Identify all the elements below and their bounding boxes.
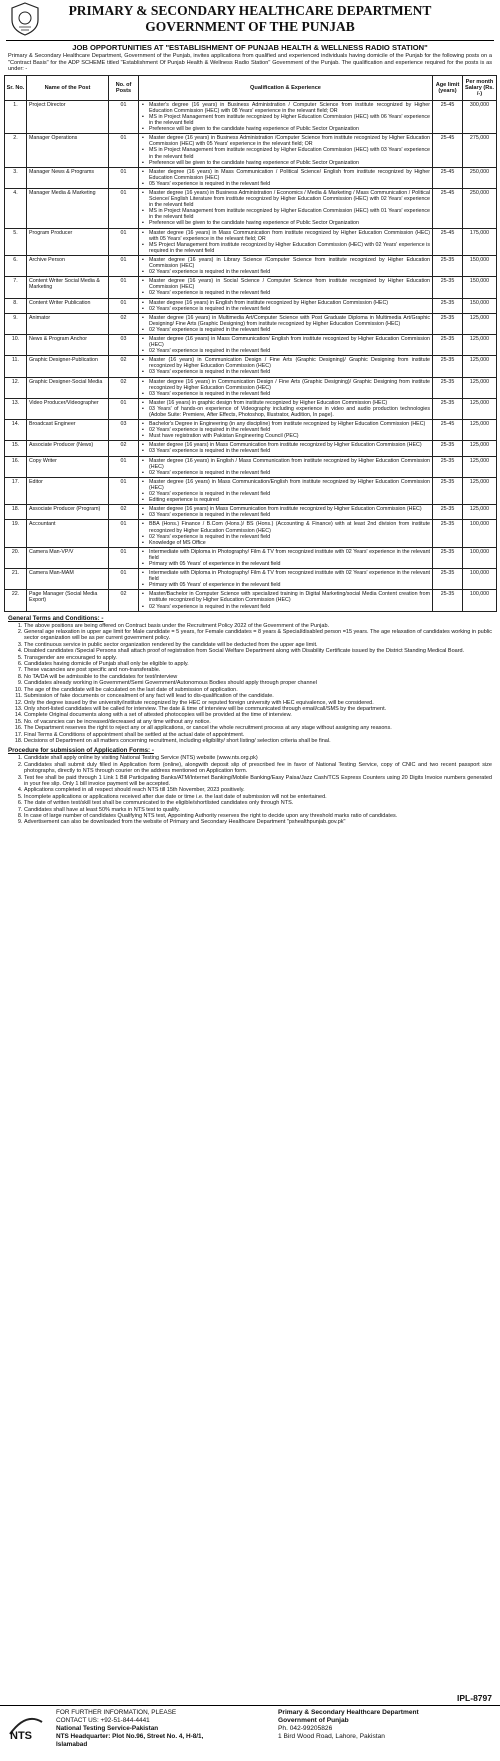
post-qualification [139, 356, 433, 377]
general-term-item: 4. Disabled candidates /Special Persons shall attach proof of registration from Social Welfare Department along with Disability Certificate issued by the District Standing Medical Board. [24, 648, 492, 654]
qualification-list [141, 300, 430, 312]
qualification-list [141, 357, 430, 375]
post-name: Archive Person [27, 255, 109, 276]
qualification-item: ▪ Master/Bachelor in Computer Science with specialized training in Digital Marketing/social Media Content creation from institute recognized by Higher Education Commission (HEC) [149, 591, 430, 603]
intro-paragraph: Primary & Secondary Healthcare Department, Government of the Punjab, invites applications from qualified and experienced individuals having domicile of the Punjab for the following posts on a "Contract Basis" for the ADP SCHEME titled "Establishment Of Punjab Health & Wellness Radio Station" Government of the Punjab. The qualification and experience required for the posts is as under: - [8, 53, 492, 73]
procedure-heading: Procedure for submission of Application Forms: - [8, 747, 154, 755]
qualification-item: ▪ Master degree (16 years) in Mass Communication/ English from institute recognized by Higher Education Commission (HEC) [149, 336, 430, 348]
post-salary: 100,000 [463, 569, 497, 590]
post-count: 01 [109, 167, 139, 188]
post-qualification [139, 167, 433, 188]
post-sr: 18. [5, 505, 27, 520]
post-salary: 125,000 [463, 377, 497, 398]
table-header-row [5, 75, 497, 100]
footer-info-line1: FOR FURTHER INFORMATION, PLEASE [56, 1709, 177, 1716]
qualification-item: ▪ 02 Years' experience is required in the relevant field [149, 470, 430, 476]
post-count: 01 [109, 398, 139, 419]
qualification-item: ▪ Master degree (16 years) in Mass Communication/English from institute recognized by Higher Education Commission (HEC) [149, 479, 430, 491]
post-qualification [139, 277, 433, 298]
post-age-limit: 25-35 [433, 477, 463, 504]
post-age-limit: 25-35 [433, 505, 463, 520]
qualification-list [141, 315, 430, 333]
post-sr: 3. [5, 167, 27, 188]
post-sr: 11. [5, 356, 27, 377]
general-term-item: 7. These vacancies are post specific and non-transferable. [24, 667, 492, 673]
table-row [5, 520, 497, 547]
qualification-item: ▪ Master degree (16 years) in Mass Communication from institute recognized by Higher Education Commission (HEC) [149, 442, 430, 448]
post-age-limit: 25-35 [433, 520, 463, 547]
qualification-list [141, 549, 430, 567]
post-age-limit: 25-45 [433, 100, 463, 133]
procedure-item: 5. Incomplete applications or applications received after due date or time i.e. the last date of submission will not be entertained. [24, 794, 492, 800]
punjab-government-logo-icon [10, 2, 40, 36]
ad-code: IPL-8797 [457, 1693, 492, 1703]
post-count: 01 [109, 100, 139, 133]
qualification-item: ▪ BBA (Hons.) Finance / B.Com (Hons.)/ BS (Hons.) (Accounting & Finance) with at least 2nd division from institute recognized by Higher Education Commission (HEC) [149, 521, 430, 533]
general-term-item: 5. Transgender are encouraged to apply. [24, 655, 492, 661]
post-name: Video Producer/Videographer [27, 398, 109, 419]
table-row [5, 313, 497, 334]
post-sr: 7. [5, 277, 27, 298]
general-term-item: 12. Only the degree issued by the university/institute recognized by the HEC or reputed foreign university with HEC equivalence, will be considered. [24, 700, 492, 706]
post-name: Broadcast Engineer [27, 420, 109, 441]
post-qualification [139, 313, 433, 334]
post-name: Content Writer Publication [27, 298, 109, 313]
col-header-post-name: Name of the Post [27, 75, 109, 100]
qualification-item: ▪ MS in Project Management from institute recognized by Higher Education Commission (HEC) with 03 Years' experience in the relevant field [149, 147, 430, 159]
post-count: 03 [109, 334, 139, 355]
general-term-item: 6. Candidates having domicile of Punjab shall only be eligible to apply. [24, 661, 492, 667]
qualification-item: ▪ Master degree (16 years) in Business Administration / Economics / Media & Marketing / Mass Communication / Political Science/ English Literature from institute recognized by Higher Education Commission (HEC) with 02 Years' experience in the relevant field [149, 190, 430, 208]
post-count: 01 [109, 298, 139, 313]
post-name: Manager Operations [27, 134, 109, 167]
post-salary: 275,000 [463, 134, 497, 167]
post-sr: 5. [5, 228, 27, 255]
qualification-list [141, 521, 430, 545]
post-age-limit: 25-35 [433, 398, 463, 419]
post-salary: 125,000 [463, 356, 497, 377]
footer-dept-line2: Government of Punjab [278, 1717, 349, 1724]
post-age-limit: 25-35 [433, 356, 463, 377]
table-row [5, 277, 497, 298]
qualification-list [141, 479, 430, 503]
col-header-age: Age limit (years) [433, 75, 463, 100]
table-row [5, 547, 497, 568]
post-age-limit: 25-35 [433, 377, 463, 398]
qualification-item: ▪ 02 Years' experience is required in the relevant field [149, 348, 430, 354]
post-age-limit: 25-45 [433, 420, 463, 441]
post-sr: 14. [5, 420, 27, 441]
posts-table-body [5, 100, 497, 611]
post-salary: 125,000 [463, 441, 497, 456]
post-age-limit: 25-35 [433, 277, 463, 298]
post-qualification [139, 456, 433, 477]
post-count: 01 [109, 255, 139, 276]
header-divider [6, 40, 494, 41]
post-count: 01 [109, 189, 139, 229]
footer [0, 1705, 500, 1761]
post-sr: 4. [5, 189, 27, 229]
footer-nts-name: National Testing Service-Pakistan [56, 1725, 159, 1732]
post-salary: 150,000 [463, 298, 497, 313]
post-name: Associate Producer (Program) [27, 505, 109, 520]
table-row [5, 228, 497, 255]
procedure-item: 6. The date of written test/skill test shall be communicated to the eligible/shortlisted candidates only through NTS. [24, 800, 492, 806]
qualification-item: ▪ 02 Years' experience is required in the relevant field [149, 427, 430, 433]
post-name: News & Program Anchor [27, 334, 109, 355]
post-name: Accountant [27, 520, 109, 547]
post-sr: 9. [5, 313, 27, 334]
qualification-item: ▪ MS in Project Management from institute recognized by Higher Education Commission (HEC) with 01 Years' experience in the relevant field [149, 208, 430, 220]
post-count: 02 [109, 313, 139, 334]
post-qualification [139, 189, 433, 229]
post-count: 02 [109, 441, 139, 456]
table-row [5, 298, 497, 313]
qualification-item: ▪ Master degree (16 years) in Mass Communication from institute recognized by Higher Education Commission (HEC) [149, 506, 430, 512]
qualification-item: ▪ MS Project Management from institute recognized by Higher Education Commission (HEC) with 02 Years' experience is required in the relevant field [149, 242, 430, 254]
qualification-item: ▪ Master degree (16 years) in English from institute recognized by Higher Education Commission (HEC) [149, 300, 430, 306]
table-row [5, 356, 497, 377]
post-name: Manager News & Programs [27, 167, 109, 188]
qualification-item: ▪ 02 Years' experience is required in the relevant field [149, 290, 430, 296]
qualification-item: ▪ 02 Years' experience is required in the relevant field [149, 604, 430, 610]
procedure-item: 4. Applications completed in all respect should reach NTS till 15th November, 2023 positively. [24, 787, 492, 793]
ad-title: JOB OPPORTUNITIES AT "ESTABLISHMENT OF PUNJAB HEALTH & WELLNESS RADIO STATION" [72, 43, 428, 52]
post-name: Associate Producer (News) [27, 441, 109, 456]
procedure-list [24, 755, 492, 825]
post-count: 01 [109, 547, 139, 568]
post-age-limit: 25-35 [433, 547, 463, 568]
post-sr: 6. [5, 255, 27, 276]
procedure-item: 8. In case of large number of candidates Qualifying NTS test, Appointing Authority reserves the right to decide upon any threshold marks ratio of candidates. [24, 813, 492, 819]
post-salary: 150,000 [463, 277, 497, 298]
table-row [5, 398, 497, 419]
post-age-limit: 25-35 [433, 441, 463, 456]
post-sr: 13. [5, 398, 27, 419]
post-qualification [139, 547, 433, 568]
table-row [5, 569, 497, 590]
qualification-item: ▪ 03 Years' experience is required in the relevant field [149, 512, 430, 518]
post-sr: 10. [5, 334, 27, 355]
footer-contact [56, 1709, 236, 1749]
post-salary: 300,000 [463, 100, 497, 133]
qualification-item: ▪ 02 Years' experience is required in the relevant field [149, 327, 430, 333]
qualification-item: ▪ Master degree (16 years) in Mass Communication / Political Science/ English from institute recognized by Higher Education Commission (HEC) [149, 169, 430, 181]
post-age-limit: 25-35 [433, 334, 463, 355]
general-term-item: 17. Final Terms & Conditions of appointment shall be settled at the actual date of appointment. [24, 732, 492, 738]
post-age-limit: 25-35 [433, 255, 463, 276]
table-row [5, 255, 497, 276]
table-row [5, 134, 497, 167]
col-header-salary: Per month Salary (Rs. /-) [463, 75, 497, 100]
post-count: 02 [109, 590, 139, 611]
qualification-list [141, 506, 430, 518]
qualification-item: ▪ Master (16 years) in graphic design from institute recognized by Higher Education Commission (HEC) [149, 400, 430, 406]
table-row [5, 590, 497, 611]
post-name: Editor [27, 477, 109, 504]
post-name: Program Producer [27, 228, 109, 255]
qualification-item: ▪ Master degree (16 years) in Multimedia Art/Computer Science with Post Graduate Diploma in Multimedia Art/Graphic Designing/ Fine Arts (Graphic Designing) from institute recognized by Higher Education Commission (HEC) [149, 315, 430, 327]
footer-phone: Ph. 042-99205826 [278, 1725, 333, 1732]
post-qualification [139, 569, 433, 590]
post-count: 01 [109, 134, 139, 167]
qualification-list [141, 400, 430, 418]
post-count: 01 [109, 477, 139, 504]
qualification-item: ▪ Preference will be given to the candidate having experience of Public Sector Organization [149, 220, 430, 226]
post-sr: 22. [5, 590, 27, 611]
department-name: PRIMARY & SECONDARY HEALTHCARE DEPARTMENT [68, 3, 432, 18]
qualification-list [141, 442, 430, 454]
post-sr: 20. [5, 547, 27, 568]
post-sr: 1. [5, 100, 27, 133]
post-salary: 250,000 [463, 189, 497, 229]
qualification-list [141, 169, 430, 187]
qualification-item: ▪ Editing experience is required [149, 497, 430, 503]
general-term-item: 14. Complete Original documents along with a set of attested photocopies will be provided at the time of interview. [24, 712, 492, 718]
post-salary: 125,000 [463, 456, 497, 477]
footer-address: 1 Bird Wood Road, Lahore, Pakistan [278, 1733, 385, 1740]
general-term-item: 10. The age of the candidate will be calculated on the last date of submission of application. [24, 687, 492, 693]
post-name: Copy Writer [27, 456, 109, 477]
post-count: 02 [109, 505, 139, 520]
qualification-item: ▪ 02 Years' experience is required in the relevant field [149, 534, 430, 540]
qualification-item: ▪ 02 Years' experience is required in the relevant field [149, 491, 430, 497]
qualification-list [141, 257, 430, 275]
qualification-item: ▪ Master degree (16 years) in Business Administration /Computer Science from institute recognized by Higher Education Commission (HEC) with 05 Years' experience in the relevant field; OR [149, 135, 430, 147]
post-name: Project Director [27, 100, 109, 133]
qualification-item: ▪ Master degree (16 years) in Communication Design / Fine Arts (Graphic Designing)/ Graphic Designing from institute recognized by Higher Education Commission (HEC) [149, 379, 430, 391]
qualification-list [141, 230, 430, 254]
post-age-limit: 25-45 [433, 189, 463, 229]
qualification-list [141, 458, 430, 476]
post-age-limit: 25-35 [433, 313, 463, 334]
qualification-item: ▪ Intermediate with Diploma in Photography/ Film & TV from recognized institute with 02 Years' experience in the relevant field [149, 570, 430, 582]
post-salary: 175,000 [463, 228, 497, 255]
post-age-limit: 25-35 [433, 298, 463, 313]
general-term-item: 2. General age relaxation in upper age limit for Male candidate = 5 years, for Female candidates = 8 years & Special/disabled person =15 years. The age relaxation of candidates working in public sector organization will be as per current government policy. [24, 629, 492, 642]
qualification-item: ▪ 02 Years' experience is required in the relevant field [149, 269, 430, 275]
general-term-item: 15. No. of vacancies can be increased/decreased at any time without any notice. [24, 719, 492, 725]
post-sr: 8. [5, 298, 27, 313]
post-age-limit: 25-45 [433, 134, 463, 167]
footer-info-line2: CONTACT US: +92-51-844-4441 [56, 1717, 150, 1724]
qualification-item: ▪ 05 Years' experience is required in the relevant field [149, 181, 430, 187]
post-salary: 100,000 [463, 520, 497, 547]
qualification-item: ▪ Master degree (16 years) in Social Science / Computer Science from institute recognized by Higher Education Commission (HEC) [149, 278, 430, 290]
post-count: 01 [109, 569, 139, 590]
table-row [5, 100, 497, 133]
qualification-item: ▪ Preference will be given to the candidate having experience of Public Sector Organization [149, 160, 430, 166]
table-row [5, 334, 497, 355]
post-sr: 21. [5, 569, 27, 590]
post-name: Graphic Designer-Publication [27, 356, 109, 377]
post-salary: 250,000 [463, 167, 497, 188]
table-row [5, 505, 497, 520]
qualification-item: ▪ 03 Years' of hands-on experience of Videography including experience in video and audio production technologies (Adobe Suite: Premiere, After Effects, Photoshop, Illustrator, Audition, In page). [149, 406, 430, 418]
qualification-item: ▪ 02 Years' experience is required in the relevant field [149, 306, 430, 312]
qualification-list [141, 570, 430, 588]
qualification-item: ▪ Knowledge of MS Office [149, 540, 430, 546]
table-row [5, 189, 497, 229]
qualification-item: ▪ Master degree (16 years) in Mass Communication from institute recognized by Higher Education Commission (HEC) with 05 Years' experience in the relevant field; OR [149, 230, 430, 242]
procedure-item: 3. Test fee shall be paid through 1 Link 1 Bill Participating Banks/ATM/Internet Banking/Mobile Banking/Easy Paisa/Jazz Cash/TCS Express Counters using 20 Digits Invoice numbers generated in your fee slip. Only 1 bill invoice payment will be accepted. [24, 775, 492, 788]
footer-department [278, 1709, 493, 1741]
qualification-item: ▪ Primary with 05 Years' of experience in the relevant field [149, 582, 430, 588]
post-count: 01 [109, 520, 139, 547]
nts-logo-icon [6, 1712, 46, 1742]
procedure-item: 2. Candidates shall submit duly filled in Application form (online), alongwith deposit slip of prescribed fee in favor of National Testing Service, copy of CNIC and two recent passport size photographs, directly to NTS through courier on the address mentioned on Application form. [24, 762, 492, 775]
qualification-list [141, 102, 430, 132]
post-count: 01 [109, 228, 139, 255]
post-qualification [139, 334, 433, 355]
footer-nts-address: NTS Headquarter: Plot No.96, Street No. 4, H-8/1, Islamabad [56, 1733, 204, 1748]
qualification-item: ▪ MS in Project Management from institute recognized by Higher Education Commission (HEC) with 06 Years' experience in the relevant field [149, 114, 430, 126]
procedure-item: 1. Candidate shall apply online by visiting National Testing Service (NTS) website (www.nts.org.pk) [24, 755, 492, 761]
post-qualification [139, 377, 433, 398]
post-qualification [139, 420, 433, 441]
general-terms-heading: General Terms and Conditions: - [8, 614, 104, 622]
col-header-qualification: Qualification & Experience [139, 75, 433, 100]
procedure-item: 9. Advertisement can also be downloaded from the website of Primary and Secondary Healthcare Department "pshealthpunjab.gov.pk" [24, 819, 492, 825]
post-salary: 150,000 [463, 255, 497, 276]
post-qualification [139, 505, 433, 520]
page-header [0, 0, 500, 40]
qualification-item: ▪ Intermediate with Diploma in Photography/ Film & TV from recognized institute with 02 Years' experience in the relevant field [149, 549, 430, 561]
footer-dept-line1: Primary & Secondary Healthcare Department [278, 1709, 419, 1716]
qualification-list [141, 278, 430, 296]
post-sr: 12. [5, 377, 27, 398]
table-row [5, 456, 497, 477]
post-qualification [139, 520, 433, 547]
post-count: 02 [109, 356, 139, 377]
qualification-item: ▪ Preference will be given to the candidate having experience of Public Sector Organization [149, 126, 430, 132]
post-qualification [139, 298, 433, 313]
post-name: Manager Media & Marketing [27, 189, 109, 229]
qualification-item: ▪ Master degree (16 years) in English / Mass Communication from institute recognized by Higher Education Commission (HEC) [149, 458, 430, 470]
post-qualification [139, 255, 433, 276]
post-sr: 2. [5, 134, 27, 167]
qualification-item: ▪ Must have registration with Pakistan Engineering Council (PEC) [149, 433, 430, 439]
col-header-sr: Sr. No. [5, 75, 27, 100]
post-age-limit: 25-35 [433, 590, 463, 611]
post-count: 01 [109, 456, 139, 477]
qualification-list [141, 591, 430, 609]
post-name: Animator [27, 313, 109, 334]
qualification-item: ▪ Bachelor's Degree in Engineering (in any discipline) from institute recognized by Higher Education Commission (HEC) [149, 421, 430, 427]
post-qualification [139, 228, 433, 255]
post-name: Graphic Designer-Social Media [27, 377, 109, 398]
post-qualification [139, 441, 433, 456]
post-salary: 125,000 [463, 334, 497, 355]
table-row [5, 477, 497, 504]
general-term-item: 16. The Department reserves the right to reject any or all applications, or cancel the whole recruitment process at any stage without assigning any reasons. [24, 725, 492, 731]
general-term-item: 1. The above positions are being offered on Contract basis under the Recruitment Policy 2022 of the Government of the Punjab. [24, 623, 492, 629]
qualification-item: ▪ 03 Years' experience is required in the relevant field [149, 391, 430, 397]
post-count: 01 [109, 277, 139, 298]
general-term-item: 11. Submission of fake documents or concealment of any fact will lead to dis-qualification of the candidate. [24, 693, 492, 699]
post-name: Page Manager (Social Media Export) [27, 590, 109, 611]
qualification-item: ▪ 03 Years' experience is required in the relevant field [149, 369, 430, 375]
post-name: Camera Man-MAM [27, 569, 109, 590]
general-term-item: 18. Decisions of Department on all matters concerning recruitment, including eligibility/ short listing/ selection criteria shall be final. [24, 738, 492, 744]
table-row [5, 377, 497, 398]
post-sr: 16. [5, 456, 27, 477]
post-sr: 17. [5, 477, 27, 504]
post-salary: 125,000 [463, 313, 497, 334]
post-salary: 125,000 [463, 505, 497, 520]
nts-logo-text: NTS [10, 1730, 32, 1742]
post-age-limit: 25-35 [433, 569, 463, 590]
procedure-item: 7. Candidates shall have at least 50% marks in NTS test to qualify. [24, 807, 492, 813]
post-salary: 125,000 [463, 477, 497, 504]
qualification-list [141, 336, 430, 354]
qualification-item: ▪ Master degree (16 years) in Library Science /Computer Science from institute recognized by Higher Education Commission (HEC) [149, 257, 430, 269]
general-term-item: 8. No TA/DA will be admissible to the candidates for test/interview [24, 674, 492, 680]
table-row [5, 441, 497, 456]
post-count: 02 [109, 377, 139, 398]
post-age-limit: 25-45 [433, 167, 463, 188]
post-qualification [139, 398, 433, 419]
post-qualification [139, 590, 433, 611]
col-header-posts: No. of Posts [109, 75, 139, 100]
post-age-limit: 25-35 [433, 456, 463, 477]
table-row [5, 420, 497, 441]
post-sr: 19. [5, 520, 27, 547]
qualification-list [141, 379, 430, 397]
general-term-item: 13. Only short-listed candidates will be called for interview. The date & time of interview will be communicated through email/call/SMS by the department. [24, 706, 492, 712]
general-term-item: 3. The continuous service in public sector organization rendered by the candidate will be deducted from the upper age limit. [24, 642, 492, 648]
post-name: Content Writer Social Media & Marketing [27, 277, 109, 298]
general-term-item: 9. Candidates already working in Government/Semi Government/Autonomous Bodies should apply through proper channel [24, 680, 492, 686]
post-name: Camera Man-VP/V [27, 547, 109, 568]
post-salary: 100,000 [463, 590, 497, 611]
post-qualification [139, 134, 433, 167]
qualification-item: ▪ Master (16 years) in Communication Design / Fine Arts (Graphic Designing)/ Graphic Designing from institute recognized by Higher Education Commission (HEC) [149, 357, 430, 369]
posts-table [4, 75, 497, 612]
post-salary: 100,000 [463, 547, 497, 568]
qualification-list [141, 135, 430, 165]
post-salary: 125,000 [463, 420, 497, 441]
post-count: 03 [109, 420, 139, 441]
post-qualification [139, 477, 433, 504]
qualification-list [141, 421, 430, 439]
qualification-list [141, 190, 430, 227]
post-salary: 125,000 [463, 398, 497, 419]
post-sr: 15. [5, 441, 27, 456]
qualification-item: ▪ Master's degree (16 years) in Business Administration / Computer Science from institute recognized by Higher Education Commission (HEC) with 08 Years' experience in the relevant field; OR [149, 102, 430, 114]
qualification-item: ▪ Primary with 05 Years' of experience in the relevant field [149, 561, 430, 567]
post-age-limit: 25-45 [433, 228, 463, 255]
post-qualification [139, 100, 433, 133]
general-terms-list [24, 623, 492, 745]
qualification-item: ▪ 03 Years' experience is required in the relevant field [149, 448, 430, 454]
government-name: GOVERNMENT OF THE PUNJAB [145, 19, 355, 34]
table-row [5, 167, 497, 188]
